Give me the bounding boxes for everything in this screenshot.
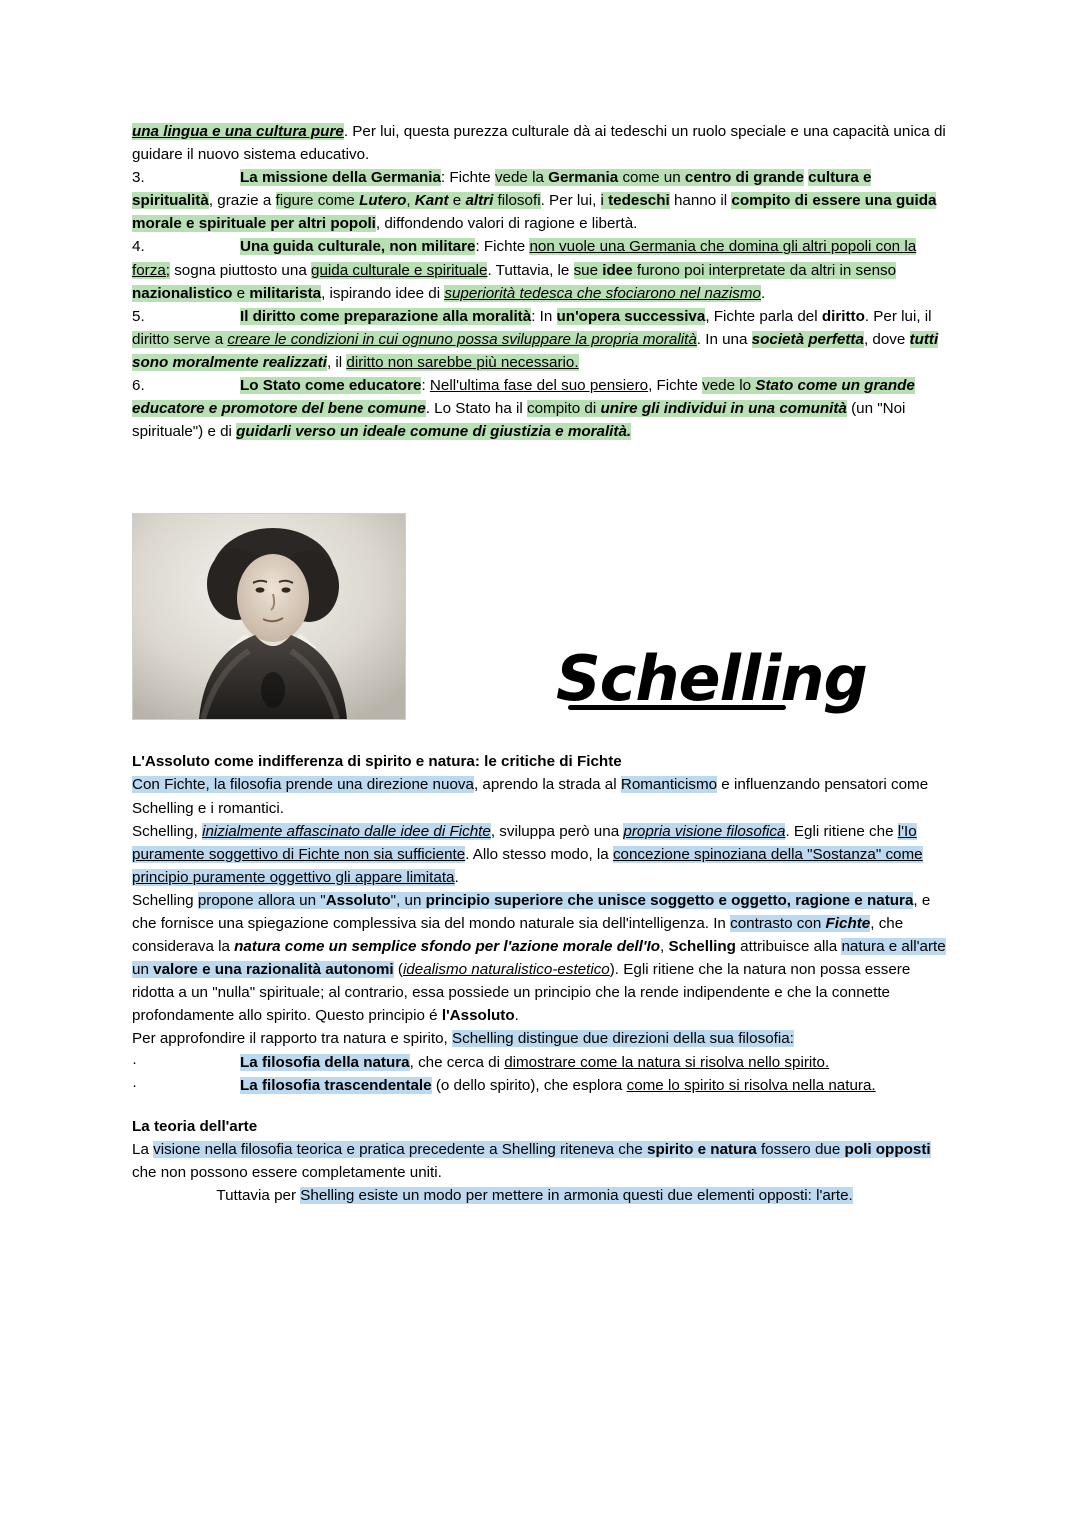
numbered-item-6 bbox=[132, 374, 952, 443]
paragraph-4: Per approfondire il rapporto tra natura e spirito, Schelling distingue due direzioni della sua filosofia: bbox=[132, 1030, 794, 1048]
section-body-assoluto bbox=[132, 773, 952, 1050]
section-heading-assoluto: L'Assoluto come indifferenza di spirito e natura: le critiche di Fichte bbox=[132, 753, 622, 771]
numbered-item-4 bbox=[132, 235, 952, 304]
bullet-text: (o dello spirito), che esplora come lo spirito si risolva nella natura. bbox=[431, 1076, 876, 1094]
bullet-text: , che cerca di dimostrare come la natura si risolva nello spirito. bbox=[409, 1053, 830, 1071]
numbered-item-3 bbox=[132, 166, 952, 235]
item-title: La missione della Germania bbox=[240, 169, 441, 187]
paragraph-3: Schelling propone allora un "Assoluto", un principio superiore che unisce soggetto e oggetto, ragione e natura, e che fornisce una spiegazione complessiva sia del mondo naturale sia dell'intelligenza. In contrasto con Fichte, che considerava la natura come un semplice sfondo per l'azione morale dell'Io, Schelling attribuisce alla natura e all'arte un valore e una razionalità autonomi (idealismo naturalistico-estetico). Egli ritiene che la natura non possa essere ridotta a un "nulla" spirituale; al contrario, essa possiede un principio che la rende indipendente e che la connette profondamente allo spirito. Questo principio é l'Assoluto. bbox=[132, 891, 946, 1025]
lead-phrase: una lingua e una cultura pure bbox=[132, 123, 344, 140]
item-text: : Fichte non vuole una Germania che domina gli altri popoli con la forza; sogna piuttosto una guida culturale e spirituale. Tuttavia, le sue idee furono poi interpretate da altri in senso nazionalistico e militarista, ispirando idee di superiorità tedesca che sfociarono nel nazismo. bbox=[132, 238, 917, 302]
portrait-image bbox=[132, 513, 406, 720]
paragraph-arte-2: Tuttavia per Shelling esiste un modo per mettere in armonia questi due elementi opposti: l'arte. bbox=[132, 1187, 853, 1204]
item-title: Il diritto come preparazione alla moralità bbox=[240, 307, 532, 325]
hero-title-text: Schelling bbox=[556, 642, 867, 716]
portrait-svg bbox=[133, 514, 405, 719]
hero-block bbox=[132, 513, 952, 720]
numbered-item-5 bbox=[132, 305, 952, 374]
bullet-title: La filosofia della natura bbox=[240, 1053, 410, 1071]
paragraph-1: Con Fichte, la filosofia prende una direzione nuova, aprendo la strada al Romanticismo e influenzando pensatori come Schelling e i romantici. bbox=[132, 776, 929, 817]
item-title: Una guida culturale, non militare bbox=[240, 238, 476, 256]
spacer bbox=[132, 1097, 952, 1115]
lead-rest: . Per lui, questa purezza culturale dà ai tedeschi un ruolo speciale e una capacità unica di guidare il nuovo sistema educativo. bbox=[132, 123, 946, 164]
paragraph-2: Schelling, inizialmente affascinato dalle idee di Fichte, sviluppa però una propria visione filosofica. Egli ritiene che l'Io puramente soggettivo di Fichte non sia sufficiente. Allo stesso modo, la concezione spinoziana della "Sostanza" come principio puramente oggettivo gli appare limitata. bbox=[132, 822, 923, 886]
bullet-title: La filosofia trascendentale bbox=[240, 1076, 432, 1094]
item-title: Lo Stato come educatore bbox=[240, 377, 422, 395]
item-number: 5. bbox=[132, 307, 145, 325]
paragraph-arte-1: La visione nella filosofia teorica e pratica precedente a Shelling riteneva che spirito e natura fossero due poli opposti che non possono essere completamente uniti. bbox=[132, 1140, 931, 1181]
section-body-arte bbox=[132, 1138, 952, 1207]
bullet-item-1 bbox=[132, 1051, 952, 1074]
section-heading-arte: La teoria dell'arte bbox=[132, 1117, 258, 1135]
paragraph-continuation bbox=[132, 120, 952, 166]
item-text: : Nell'ultima fase del suo pensiero, Fichte vede lo Stato come un grande educatore e promotore del bene comune. Lo Stato ha il compito di unire gli individui in una comunità (un "Noi spirituale") e di guidarli verso un ideale comune di giustizia e moralità. bbox=[132, 377, 915, 441]
item-number: 3. bbox=[132, 169, 145, 187]
item-text: : In un'opera successiva, Fichte parla del diritto. Per lui, il diritto serve a creare le condizioni in cui ognuno possa sviluppare la propria moralità. In una società perfetta, dove tutti sono moralmente realizzati, il diritto non sarebbe più necessario. bbox=[132, 307, 939, 371]
bullet-marker: · bbox=[132, 1053, 138, 1071]
item-number: 6. bbox=[132, 377, 145, 395]
bullet-marker: · bbox=[132, 1076, 138, 1094]
hero-title bbox=[556, 642, 867, 716]
bullet-item-2 bbox=[132, 1074, 952, 1097]
item-text: : Fichte vede la Germania come un centro di grande cultura e spiritualità, grazie a figure come Lutero, Kant e altri filosofi. Per lui, i tedeschi hanno il compito di essere una guida morale e spirituale per altri popoli, diffondendo valori di ragione e libertà. bbox=[132, 169, 937, 233]
item-number: 4. bbox=[132, 238, 145, 256]
